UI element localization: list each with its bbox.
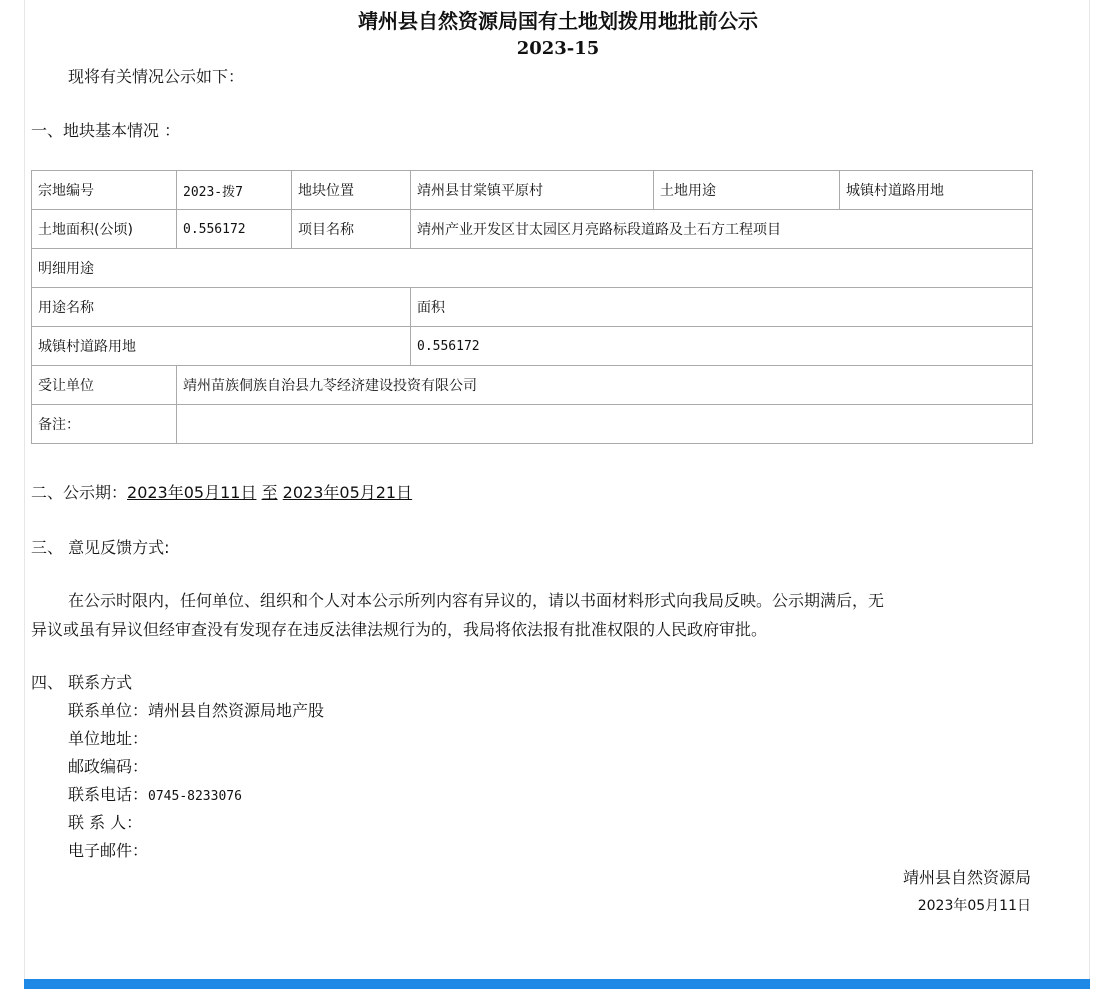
land-area-value: 0.556172 (177, 210, 292, 249)
feedback-text-line2: 异议或虽有异议但经审查没有发现存在违反法律法规行为的，我局将依法报有批准权限的人民政府审批。 (31, 620, 768, 639)
contact-postcode: 邮政编码： (68, 757, 149, 776)
remark-value (177, 405, 1033, 444)
section3-heading: 三、 意见反馈方式: (31, 538, 170, 557)
notice-title: 靖州县自然资源局国有土地划拨用地批前公示 (358, 9, 758, 33)
period-end-date: 2023年05月21日 (282, 483, 413, 502)
contact-address: 单位地址： (68, 729, 149, 748)
publicity-period (31, 482, 412, 504)
intro-text: 现将有关情况公示如下： (68, 67, 245, 86)
contact-phone (68, 784, 242, 808)
parcel-no-value: 2023-拨7 (177, 171, 292, 210)
table-row (32, 405, 1033, 444)
signature-org: 靖州县自然资源局 (902, 868, 1031, 887)
table-row (32, 249, 1033, 288)
assignee-label: 受让单位 (32, 366, 177, 405)
use-name-value: 城镇村道路用地 (32, 327, 411, 366)
location-value: 靖州县甘棠镇平原村 (411, 171, 654, 210)
table-row (32, 210, 1033, 249)
detail-area-value: 0.556172 (411, 327, 1033, 366)
detail-use-label: 明细用途 (32, 249, 1033, 288)
project-name-label: 项目名称 (292, 210, 411, 249)
project-name-value: 靖州产业开发区甘太园区月亮路标段道路及土石方工程项目 (411, 210, 1033, 249)
location-label: 地块位置 (292, 171, 411, 210)
signature-date: 2023年05月11日 (917, 898, 1031, 914)
land-use-label: 土地用途 (654, 171, 840, 210)
period-to: 至 (261, 483, 278, 502)
contact-email: 电子邮件： (68, 841, 149, 860)
table-row (32, 366, 1033, 405)
table-row (32, 327, 1033, 366)
land-use-value: 城镇村道路用地 (840, 171, 1033, 210)
assignee-value: 靖州苗族侗族自治县九苓经济建设投资有限公司 (177, 366, 1033, 405)
notice-page (24, 0, 1090, 989)
period-start-date: 2023年05月11日 (127, 483, 257, 502)
feedback-text-line1: 在公示时限内，任何单位、组织和个人对本公示所列内容有异议的，请以书面材料形式向我局反映。公示期满后，无 (68, 591, 885, 610)
land-area-label: 土地面积(公顷) (32, 210, 177, 249)
parcel-info-table (31, 170, 1033, 444)
contact-phone-value: 0745-8233076 (148, 789, 242, 804)
contact-phone-label: 联系电话： (68, 785, 149, 804)
section4-heading: 四、 联系方式 (31, 673, 133, 692)
bottom-bar (24, 979, 1090, 989)
remark-label: 备注： (32, 405, 177, 444)
area-header: 面积 (411, 288, 1033, 327)
publicity-period-label: 二、公示期： (31, 483, 128, 502)
section1-heading: 一、地块基本情况 ： (31, 121, 181, 140)
notice-number: 2023-15 (516, 38, 600, 59)
use-name-header: 用途名称 (32, 288, 411, 327)
contact-person: 联 系 人： (68, 813, 143, 832)
contact-unit: 联系单位：靖州县自然资源局地产股 (68, 701, 325, 720)
parcel-no-label: 宗地编号 (32, 171, 177, 210)
table-row (32, 288, 1033, 327)
table-row (32, 171, 1033, 210)
